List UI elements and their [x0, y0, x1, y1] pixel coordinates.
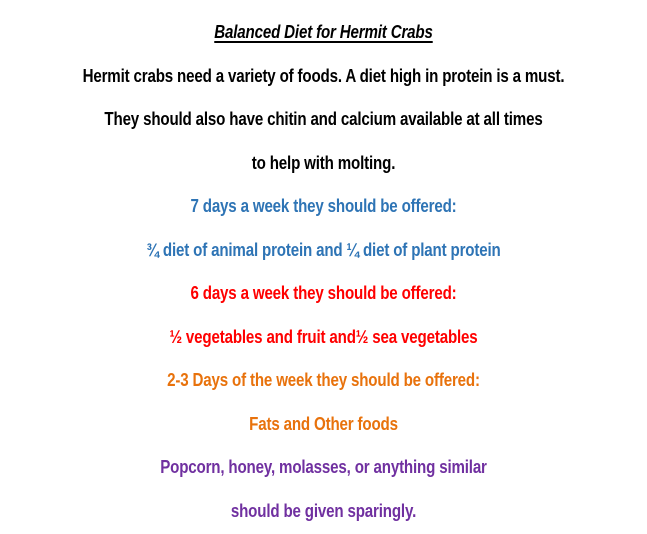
- text-line-protein-ratio: ¾ diet of animal protein and ¼ diet of plant protein: [146, 239, 501, 260]
- text-line-vegetables-ratio: ½ vegetables and fruit and½ sea vegetables: [169, 326, 478, 347]
- text-line-6-days-heading: 6 days a week they should be offered:: [190, 283, 457, 304]
- text-line-2-3-days-heading: 2-3 Days of the week they should be offered:: [167, 370, 480, 391]
- text-line-fats-other-foods: Fats and Other foods: [249, 413, 398, 434]
- text-line-chitin-calcium: They should also have chitin and calcium available at all times: [104, 109, 543, 130]
- text-line-sparingly: should be given sparingly.: [230, 500, 417, 521]
- text-line-popcorn-honey: Popcorn, honey, molasses, or anything similar: [160, 457, 487, 478]
- text-line-7-days-heading: 7 days a week they should be offered:: [190, 196, 457, 217]
- page-title: Balanced Diet for Hermit Crabs: [214, 22, 433, 43]
- text-line-protein-intro: Hermit crabs need a variety of foods. A diet high in protein is a must.: [82, 65, 565, 86]
- text-line-molting: to help with molting.: [251, 152, 396, 173]
